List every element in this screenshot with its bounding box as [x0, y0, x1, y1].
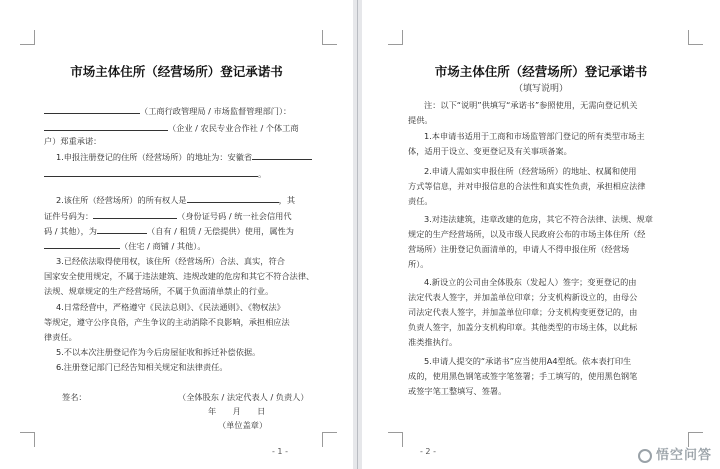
note: 注：以下“说明”供填写“承诺书”参照使用，无需向登记机关 [424, 100, 638, 110]
item-4: 4.日常经营中，严格遵守《民法总则》、《民法通则》、《物权法》 [56, 302, 285, 312]
instruction-3-cont: 所）。 [408, 259, 429, 269]
page-divider [357, 0, 358, 469]
page-title: 市场主体住所（经营场所）登记承诺书 [434, 64, 648, 79]
watermark: 悟空问答 [638, 444, 712, 463]
blank-field[interactable] [93, 210, 177, 219]
instruction-3-cont: 规定的生产经营场所，以及市级人民政府公布的市场主体住所（经 [408, 229, 646, 239]
blank-field[interactable] [44, 240, 120, 249]
instruction-1-cont: 体，适用于设立、变更登记及有关事项备案。 [408, 146, 572, 156]
instruction-1: 1.本申请书适用于工商和市场监管部门登记的所有类型市场主 [424, 131, 645, 141]
instruction-5-cont: 成的，使用黑色钢笔或签字笔签署；手工填写的，使用黑色钢笔 [408, 371, 638, 381]
item-1: 1.申报注册登记的住所（经营场所）的地址为：安徽省 [56, 151, 312, 163]
instruction-4-cont: 负责人签字，加盖分支机构印章。其他类型的市场主体，以此标 [408, 322, 638, 332]
instruction-2: 2.申请人需如实申报住所（经营场所）的地址、权属和使用 [424, 166, 637, 176]
instruction-2-cont: 责任。 [408, 196, 433, 206]
blank-field[interactable] [44, 168, 258, 177]
signature-parties: （全体股东 / 法定代表人 / 负责人） [178, 392, 309, 402]
blank-field[interactable] [44, 105, 140, 114]
instruction-5: 5.申请人提交的“承诺书”应当使用A4型纸。依本表打印生 [424, 356, 632, 366]
crop-mark [688, 30, 703, 45]
item-1-cont: 。 [44, 168, 266, 180]
instruction-3-cont: 营场所）注册登记负面清单的，申请人不得申报住所（经营场 [408, 244, 630, 254]
item-2-cont: （住宅 / 商铺 / 其他）。 [44, 240, 206, 252]
blank-field[interactable] [97, 225, 147, 234]
instruction-4-cont: 法定代表人签字，并加盖单位印章；分支机构新设立的，由母公 [408, 292, 638, 302]
instruction-2-cont: 方式等信息，并对申报信息的合法性和真实性负责，承担相应法律 [408, 181, 646, 191]
item-3-cont: 国家安全使用规定，不属于违法建筑、违规改建的危房和其它不符合法律、 [44, 271, 315, 281]
addressee-line: （企业 / 农民专业合作社 / 个体工商 [44, 122, 299, 134]
wukong-logo-icon [638, 449, 652, 463]
item-6: 6.注册登记部门已经告知相关规定和法律责任。 [56, 362, 228, 372]
item-5: 5.不以本次注册登记作为今后房屋征收和拆迁补偿依据。 [56, 347, 261, 357]
addressee-line: （工商行政管理局 / 市场监督管理部门）： [44, 105, 291, 117]
crop-mark [388, 30, 403, 45]
signature-label: 签名： [62, 392, 87, 402]
crop-mark [322, 30, 337, 45]
page-number: - 1 - [272, 447, 288, 456]
crop-mark [322, 432, 337, 447]
crop-mark [20, 30, 35, 45]
page-subtitle: （填写说明） [513, 84, 568, 94]
document-page-1 [0, 0, 353, 469]
instruction-3: 3.对违法建筑，违章改建的危房，其它不符合法律、法规、规章 [424, 214, 653, 224]
document-page-2 [362, 0, 720, 469]
instruction-4-cont: 准类推执行。 [408, 337, 458, 347]
item-2: 2.该住所（经营场所）的所有权人是 ，其 [56, 195, 296, 205]
page-title: 市场主体住所（经营场所）登记承诺书 [70, 64, 283, 79]
item-4-cont: 等规定，遵守公序良俗，产生争议的主动消除不良影响，承担相应法 [44, 317, 290, 327]
blank-field[interactable] [44, 122, 168, 131]
instruction-4: 4.新设立的公司由全体股东（发起人）签字；变更登记的由 [424, 277, 637, 287]
item-2-cont: 码 / 其他），为 （自有 / 租赁 / 无偿提供）使用，属性为 [44, 226, 294, 236]
item-2-cont: 证件号码为： （身份证号码 / 统一社会信用代 [44, 211, 292, 221]
note-cont: 提供。 [408, 115, 433, 125]
item-3: 3.已经依法取得使用权，该住所（经营场所）合法、真实，符合 [56, 256, 285, 266]
instruction-5-cont: 或签字笔工整填写、签署。 [408, 386, 507, 396]
seal-label: （单位盖章） [218, 420, 268, 430]
page-number: - 2 - [420, 447, 436, 456]
blank-field[interactable] [252, 151, 312, 160]
crop-mark [20, 432, 35, 447]
crop-mark [388, 432, 403, 447]
item-4-cont: 律责任。 [44, 332, 77, 342]
instruction-4-cont: 司法定代表人签字，并加盖单位印章；分支机构变更登记的，由 [408, 307, 638, 317]
date-line: 年 月 日 [208, 406, 266, 416]
addressee-line: 户）郑重承诺： [44, 136, 102, 146]
blank-field[interactable] [187, 194, 279, 203]
item-3-cont: 法规、规章规定的生产经营场所，不属于负面清单禁止的行业。 [44, 286, 274, 296]
